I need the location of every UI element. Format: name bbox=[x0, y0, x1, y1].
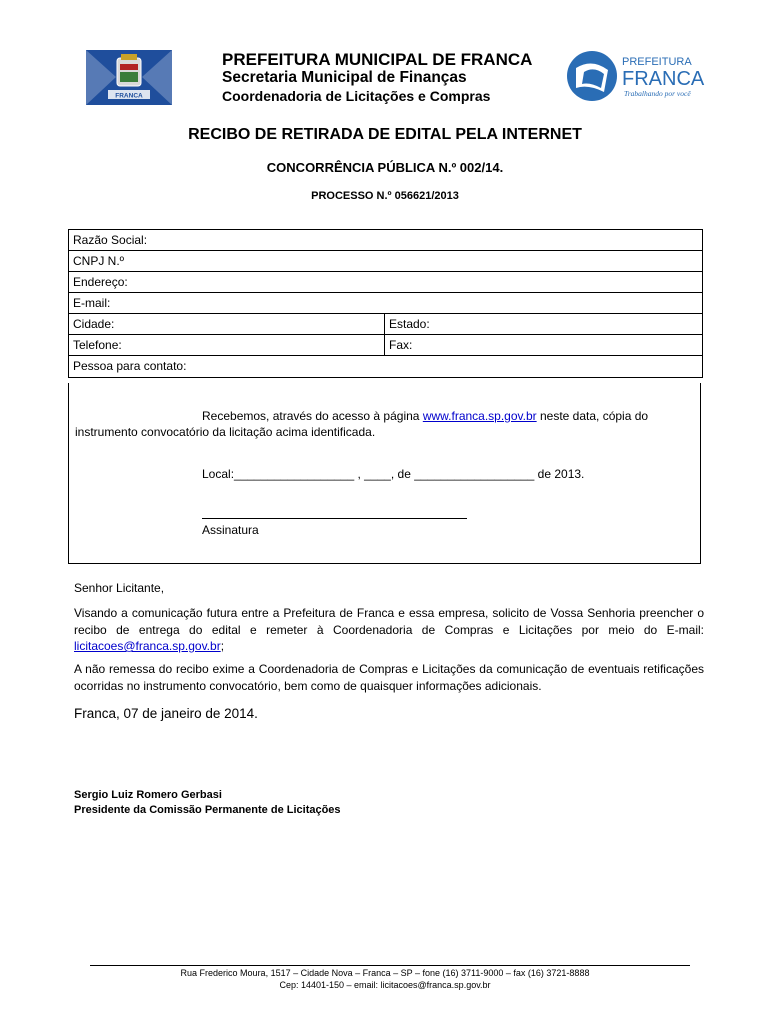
footer-contact: Cep: 14401-150 – email: licitacoes@franca.sp.gov.br bbox=[279, 980, 491, 990]
signature-label: Assinatura bbox=[202, 523, 259, 537]
footer-address: Rua Frederico Moura, 1517 – Cidade Nova – Franca – SP – fone (16) 3711-9000 – fax (16) 3721-8888 bbox=[180, 968, 590, 978]
telefone-fax-row bbox=[69, 335, 702, 356]
fax-label[interactable]: Fax: bbox=[389, 338, 413, 352]
document-date: Franca, 07 de janeiro de 2014. bbox=[74, 706, 258, 721]
flag-logo-text: FRANCA bbox=[115, 92, 143, 100]
receipt-text-before-link: Recebemos, através do acesso à página bbox=[202, 409, 423, 423]
email-row[interactable] bbox=[69, 293, 702, 314]
footer-divider bbox=[90, 965, 690, 966]
receipt-box bbox=[68, 383, 701, 564]
cidade-label[interactable]: Cidade: bbox=[69, 314, 385, 334]
receipt-text-line1 bbox=[202, 409, 698, 423]
right-logo-main-text: FRANCA bbox=[622, 68, 705, 90]
signer-name: Sergio Luiz Romero Gerbasi bbox=[74, 789, 222, 801]
estado-label[interactable]: Estado: bbox=[389, 317, 430, 331]
franca-website-link[interactable]: www.franca.sp.gov.br bbox=[422, 409, 537, 423]
signature-line[interactable] bbox=[202, 518, 467, 519]
email-label: E-mail: bbox=[73, 296, 111, 310]
local-date-line[interactable]: Local:__________________ , ____, de __________________ de 2013. bbox=[202, 467, 585, 481]
razao-social-label: Razão Social: bbox=[73, 233, 148, 247]
header-department: Coordenadoria de Licitações e Compras bbox=[222, 88, 491, 104]
cnpj-row[interactable] bbox=[69, 251, 702, 272]
contato-label: Pessoa para contato: bbox=[73, 359, 187, 373]
cnpj-label: CNPJ N.º bbox=[73, 254, 125, 268]
greeting: Senhor Licitante, bbox=[74, 581, 165, 595]
remessa-paragraph: A não remessa do recibo exime a Coordenadoria de Compras e Licitações da comunicação de eventuais retificações ocorridas no instrumento convocatório, bem como de quaisquer informações adicionais. bbox=[74, 662, 704, 693]
header-subtitle: Secretaria Municipal de Finanças bbox=[222, 69, 467, 86]
endereco-row[interactable] bbox=[69, 272, 702, 293]
signer-title: Presidente da Comissão Permanente de Licitações bbox=[74, 804, 341, 816]
franca-flag-logo bbox=[86, 50, 172, 105]
right-logo-top-text: PREFEITURA bbox=[622, 56, 692, 68]
razao-social-row[interactable] bbox=[69, 230, 702, 251]
visando-text: Visando a comunicação futura entre a Prefeitura de Franca e essa empresa, solicito de Vossa Senhoria preencher o recibo de entrega do edital e remeter à Coordenadoria de Compras e Licitações por meio do E-mail: bbox=[74, 606, 704, 637]
visando-paragraph bbox=[74, 605, 704, 655]
contato-row[interactable] bbox=[69, 356, 702, 377]
receipt-text-after-link: neste data, cópia do bbox=[536, 409, 649, 423]
concorrencia-number: CONCORRÊNCIA PÚBLICA N.º 002/14. bbox=[266, 160, 504, 175]
visando-end: ; bbox=[220, 639, 225, 653]
company-info-form bbox=[68, 229, 703, 378]
header-title: PREFEITURA MUNICIPAL DE FRANCA bbox=[222, 50, 533, 69]
receipt-text-line2: instrumento convocatório da licitação acima identificada. bbox=[75, 425, 376, 439]
cidade-estado-row bbox=[69, 314, 702, 335]
prefeitura-franca-logo bbox=[566, 48, 716, 104]
document-title: RECIBO DE RETIRADA DE EDITAL PELA INTERNET bbox=[188, 126, 582, 143]
licitacoes-email-link[interactable]: licitacoes@franca.sp.gov.br bbox=[74, 639, 221, 653]
endereco-label: Endereço: bbox=[73, 275, 128, 289]
processo-number: PROCESSO N.º 056621/2013 bbox=[311, 190, 459, 202]
right-logo-tagline: Trabalhando por você bbox=[624, 89, 691, 98]
telefone-label[interactable]: Telefone: bbox=[69, 335, 385, 355]
